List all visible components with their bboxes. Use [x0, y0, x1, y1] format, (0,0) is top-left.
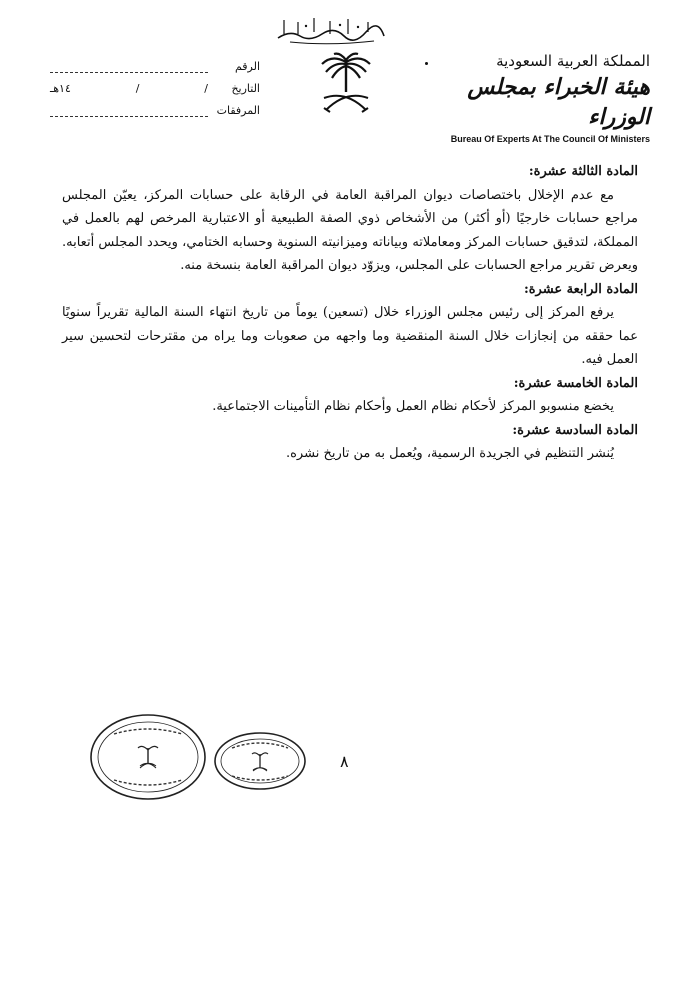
article-text: مع عدم الإخلال باختصاصات ديوان المراقبة العامة في الرقابة على حسابات المركز، يعيّن المجلس مراجع حسابات خارجيًا (أو أكثر) من الأشخاص ذوي الصفة الطبيعية أو الاعتبارية المرخص لهم بالعمل في المملكة، لتدقيق حسابات المركز ومعاملاته وبياناته وميزانيته السنوية وحسابه الختامي، ويحدد المجلس أتعابه. ويعرض تقرير مراجع الحسابات على المجلس، ويزوّد ديوان المراقبة العامة بنسخة منه. — [62, 187, 638, 273]
article-heading: المادة الرابعة عشرة: — [523, 281, 638, 297]
date-separator-1: / — [204, 82, 208, 95]
document-body — [62, 160, 638, 466]
number-label: الرقم — [234, 60, 260, 73]
bureau-of-experts-seal — [212, 730, 308, 792]
letter-reference-block — [50, 60, 260, 126]
article-text: يُنشر التنظيم في الجريدة الرسمية، ويُعمل به من تاريخ نشره. — [285, 446, 614, 461]
article-text: يخضع منسوبو المركز لأحكام نظام العمل وأحكام نظام التأمينات الاجتماعية. — [212, 399, 614, 414]
palm-swords-emblem — [318, 50, 374, 120]
letterhead-right — [450, 52, 650, 144]
number-row — [50, 60, 260, 82]
attachments-row — [50, 104, 260, 126]
attachments-label: المرفقات — [216, 104, 260, 117]
page-number: ٨ — [340, 752, 349, 771]
date-year: ١٤هـ — [50, 82, 71, 95]
article-heading: المادة السادسة عشرة: — [512, 422, 638, 438]
date-separator-2: / — [135, 82, 140, 95]
article-heading: المادة الثالثة عشرة: — [528, 164, 638, 179]
bureau-arabic-title: هيئة الخبراء بمجلس الوزراء — [467, 74, 650, 130]
article-15 — [62, 372, 638, 419]
date-value — [50, 82, 208, 95]
bureau-english-title: Bureau Of Experts At The Council Of Ministers — [450, 134, 650, 144]
article-14 — [62, 278, 638, 372]
number-field-line — [50, 72, 208, 73]
date-row — [50, 82, 260, 104]
decorative-dot — [425, 62, 428, 65]
attachments-field-line — [50, 116, 208, 117]
article-13 — [62, 160, 638, 278]
article-16 — [62, 419, 638, 466]
date-label: التاريخ — [231, 82, 260, 95]
general-secretariat-seal — [88, 712, 208, 802]
basmala-calligraphy — [270, 12, 390, 46]
article-heading: المادة الخامسة عشرة: — [513, 375, 638, 391]
kingdom-title: المملكة العربية السعودية — [496, 52, 650, 70]
article-text: يرفع المركز إلى رئيس مجلس الوزراء خلال (تسعين) يوماً من تاريخ انتهاء السنة المالية تقريراً سنويًا عما حققه من إنجازات خلال السنة المنقضية وما واجهه من صعوبات وما يراه من مقترحات لتحسين سير العمل فيه. — [62, 305, 638, 367]
